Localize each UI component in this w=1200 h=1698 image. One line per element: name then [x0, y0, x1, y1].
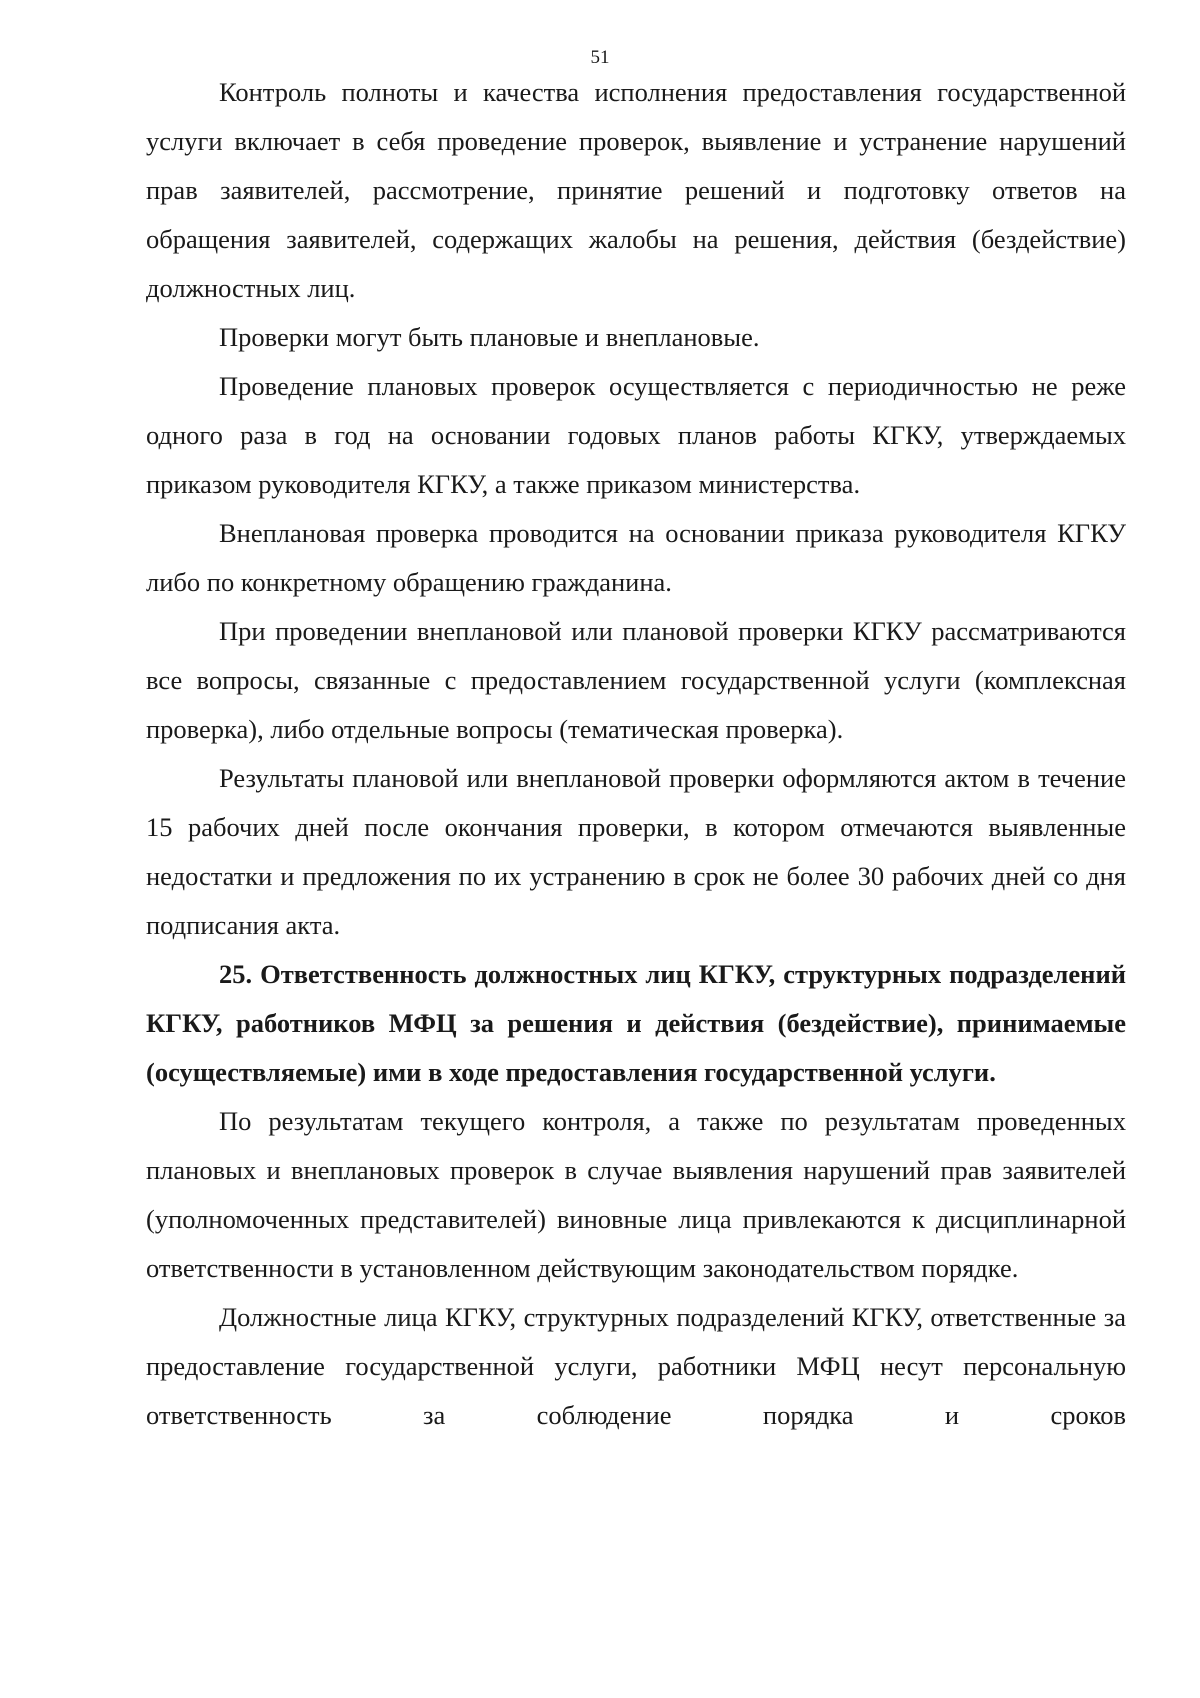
paragraph-control-scope: Контроль полноты и качества исполнения предоставления государственной услуги включает в себя проведение проверок, выявление и устранение нарушений прав заявителей, рассмотрение, принятие решений и подготовку ответов на обращения заявителей, содержащих жалобы на решения, действия (бездействие) должностных лиц. [146, 77, 1126, 303]
paragraph-inspection-types: Проверки могут быть плановые и внеплановые. [219, 322, 760, 352]
paragraph-disciplinary-liability: По результатам текущего контроля, а также по результатам проведенных плановых и внеплановых проверок в случае выявления нарушений прав заявителей (уполномоченных представителей) виновные лица привлекаются к дисциплинарной ответственности в установленном действующим законодательством порядке. [146, 1106, 1126, 1283]
paragraph-planned-inspections: Проведение плановых проверок осуществляется с периодичностью не реже одного раза в год на основании годовых планов работы КГКУ, утверждаемых приказом руководителя КГКУ, а также приказом министерства. [146, 371, 1126, 499]
paragraph-unplanned-inspection: Внеплановая проверка проводится на основании приказа руководителя КГКУ либо по конкретному обращению гражданина. [146, 518, 1126, 597]
paragraph-personal-responsibility: Должностные лица КГКУ, структурных подразделений КГКУ, ответственные за предоставление государственной услуги, работники МФЦ несут персональную ответственность за соблюдение порядка и сроков [146, 1302, 1126, 1430]
document-body [146, 68, 1126, 1440]
page-number: 51 [590, 47, 610, 68]
paragraph-inspection-scope: При проведении внеплановой или плановой проверки КГКУ рассматриваются все вопросы, связанные с предоставлением государственной услуги (комплексная проверка), либо отдельные вопросы (тематическая проверка). [146, 616, 1126, 744]
section-heading-responsibility: 25. Ответственность должностных лиц КГКУ, структурных подразделений КГКУ, работников МФЦ за решения и действия (бездействие), принимаемые (осуществляемые) ими в ходе предоставления государственной услуги. [146, 959, 1126, 1087]
paragraph-inspection-results: Результаты плановой или внеплановой проверки оформляются актом в течение 15 рабочих дней после окончания проверки, в котором отмечаются выявленные недостатки и предложения по их устранению в срок не более 30 рабочих дней со дня подписания акта. [146, 763, 1126, 940]
